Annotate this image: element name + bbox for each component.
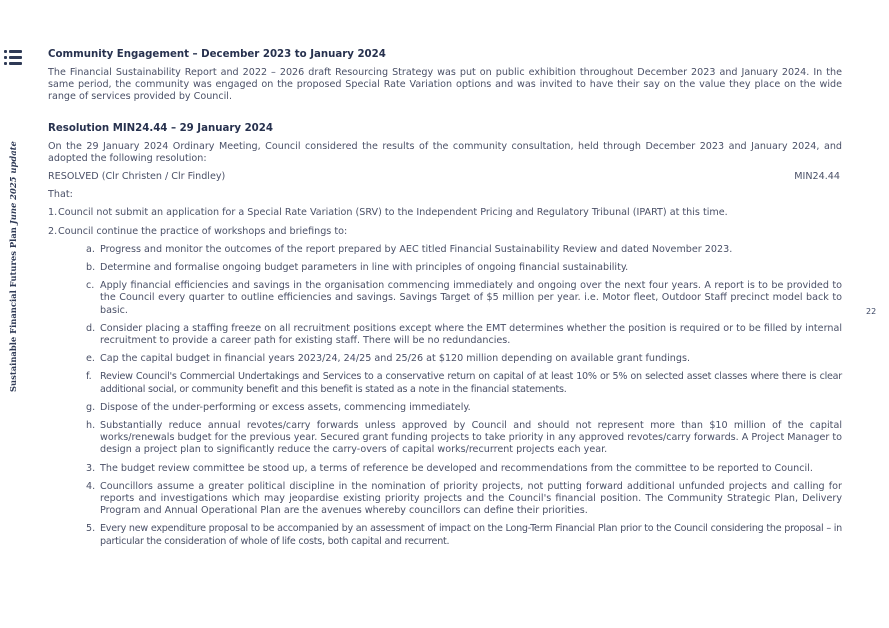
sub-item-label: c. (86, 280, 95, 292)
section-heading-resolution: Resolution MIN24.44 – 29 January 2024 (48, 122, 273, 134)
list-menu-icon[interactable] (4, 50, 22, 65)
resolution-item (48, 463, 842, 475)
sub-item-label: h. (86, 420, 96, 432)
document-side-title (6, 141, 20, 392)
sub-item-text: Cap the capital budget in financial years 2023/24, 24/25 and 25/26 at $120 million depending on available grant fundings. (100, 353, 691, 365)
item-text: Councillors assume a greater political discipline in the nomination of priority projects, not putting forward additional unfunded projects and calling for reports and investigations which may jeopardise existing priority projects and the Council's financial position. The Community Strategic Plan, Delivery Program and Annual Operational Plan are the avenues whereby councillors can define their priorities. (100, 480, 842, 517)
item-number: 3. (86, 462, 96, 474)
page-content (48, 48, 842, 548)
page-number: 22 (866, 307, 877, 316)
item-number: 2. (48, 225, 58, 237)
that-label: That: (48, 189, 73, 201)
list-line-icon (9, 62, 22, 65)
list-bullet-icon (4, 62, 7, 65)
resolution-sub-item (48, 323, 842, 347)
resolution-intro: On the 29 January 2024 Ordinary Meeting, Council considered the results of the community consultation, held through December 2023 and January 2024, and adopted the following resolution: (48, 140, 842, 164)
sub-item-label: b. (86, 262, 96, 274)
resolution-item (48, 226, 842, 238)
sub-item-text: Review Council's Commercial Undertakings and Services to a conservative return on capital of at least 10% or 5% on selected asset classes where there is clear additional social, or community benefit and this benefit is stated as a note in the financial statements. (100, 371, 842, 395)
resolution-item (48, 207, 842, 219)
sub-item-text: Substantially reduce annual revotes/carry forwards unless approved by Council and should not represent more than $10 million of the capital works/renewals budget for the previous year. Secured grant funding projects to take priority in any approved revotes/carry forwards. A Project Manager to design a project plan to significantly reduce the carry-overs of capital works/recurrent projects each year. (100, 420, 842, 456)
resolution-sub-item (48, 262, 842, 274)
section-heading-community-engagement: Community Engagement – December 2023 to January 2024 (48, 49, 386, 60)
sub-item-label: e. (86, 353, 95, 365)
item-text: The budget review committee be stood up, a terms of reference be developed and recommendations from the committee to be reported to Council. (100, 462, 813, 474)
side-title-date: June 2025 update (8, 141, 18, 225)
resolution-sub-item (48, 371, 842, 395)
sub-item-label: g. (86, 401, 96, 413)
sub-item-text: Progress and monitor the outcomes of the report prepared by AEC titled Financial Sustainability Review and dated November 2023. (100, 243, 733, 255)
list-line-icon (9, 50, 22, 53)
resolution-item (48, 523, 842, 547)
item-number: 5. (86, 523, 96, 535)
sub-item-text: Consider placing a staffing freeze on all recruitment positions except where the EMT determines whether the position is required or to be filled by internal recruitment to provide a career path for existing staff. There will be no redundancies. (100, 322, 842, 347)
item-text: Every new expenditure proposal to be accompanied by an assessment of impact on the Long-Term Financial Plan prior to the Council considering the proposal – in particular the consideration of whole of life costs, both capital and recurrent. (100, 523, 842, 547)
item-number: 1. (48, 207, 58, 219)
resolution-sub-item (48, 353, 842, 365)
list-line-icon (9, 56, 22, 59)
resolution-sub-item (48, 402, 842, 414)
side-title-text: Sustainable Financial Futures Plan (8, 227, 18, 392)
item-text: Council continue the practice of workshops and briefings to: (58, 225, 348, 237)
item-number: 4. (86, 480, 96, 492)
resolved-line (48, 171, 842, 183)
sub-item-text: Apply financial efficiencies and savings in the organisation commencing immediately and ongoing over the next four years. A report is to be provided to the Council every quarter to outline efficiencies and savings. Savings Target of $5 million per year. i.e. Motor fleet, Outdoor Staff precinct model back to basic. (100, 280, 842, 316)
resolution-item (48, 481, 842, 518)
resolution-sub-item (48, 420, 842, 457)
sub-item-label: f. (86, 371, 92, 383)
community-engagement-body: The Financial Sustainability Report and 2022 – 2026 draft Resourcing Strategy was put on public exhibition throughout December 2023 and January 2024. In the same period, the community was engaged on the proposed Special Rate Variation options and was invited to have their say on the value they place on the wide range of services provided by Council. (48, 67, 842, 103)
minute-reference: MIN24.44 (794, 171, 840, 183)
sub-item-label: a. (86, 243, 95, 255)
sub-item-label: d. (86, 322, 96, 334)
list-bullet-icon (4, 50, 7, 53)
sub-item-text: Dispose of the under-performing or excess assets, commencing immediately. (100, 401, 471, 413)
resolution-sub-item (48, 244, 842, 256)
list-bullet-icon (4, 56, 7, 59)
resolved-movers: RESOLVED (Clr Christen / Clr Findley) (48, 171, 226, 183)
sub-item-text: Determine and formalise ongoing budget parameters in line with principles of ongoing financial sustainability. (100, 262, 629, 274)
item-text: Council not submit an application for a Special Rate Variation (SRV) to the Independent Pricing and Regulatory Tribunal (IPART) at this time. (58, 207, 728, 219)
resolution-sub-item (48, 280, 842, 317)
